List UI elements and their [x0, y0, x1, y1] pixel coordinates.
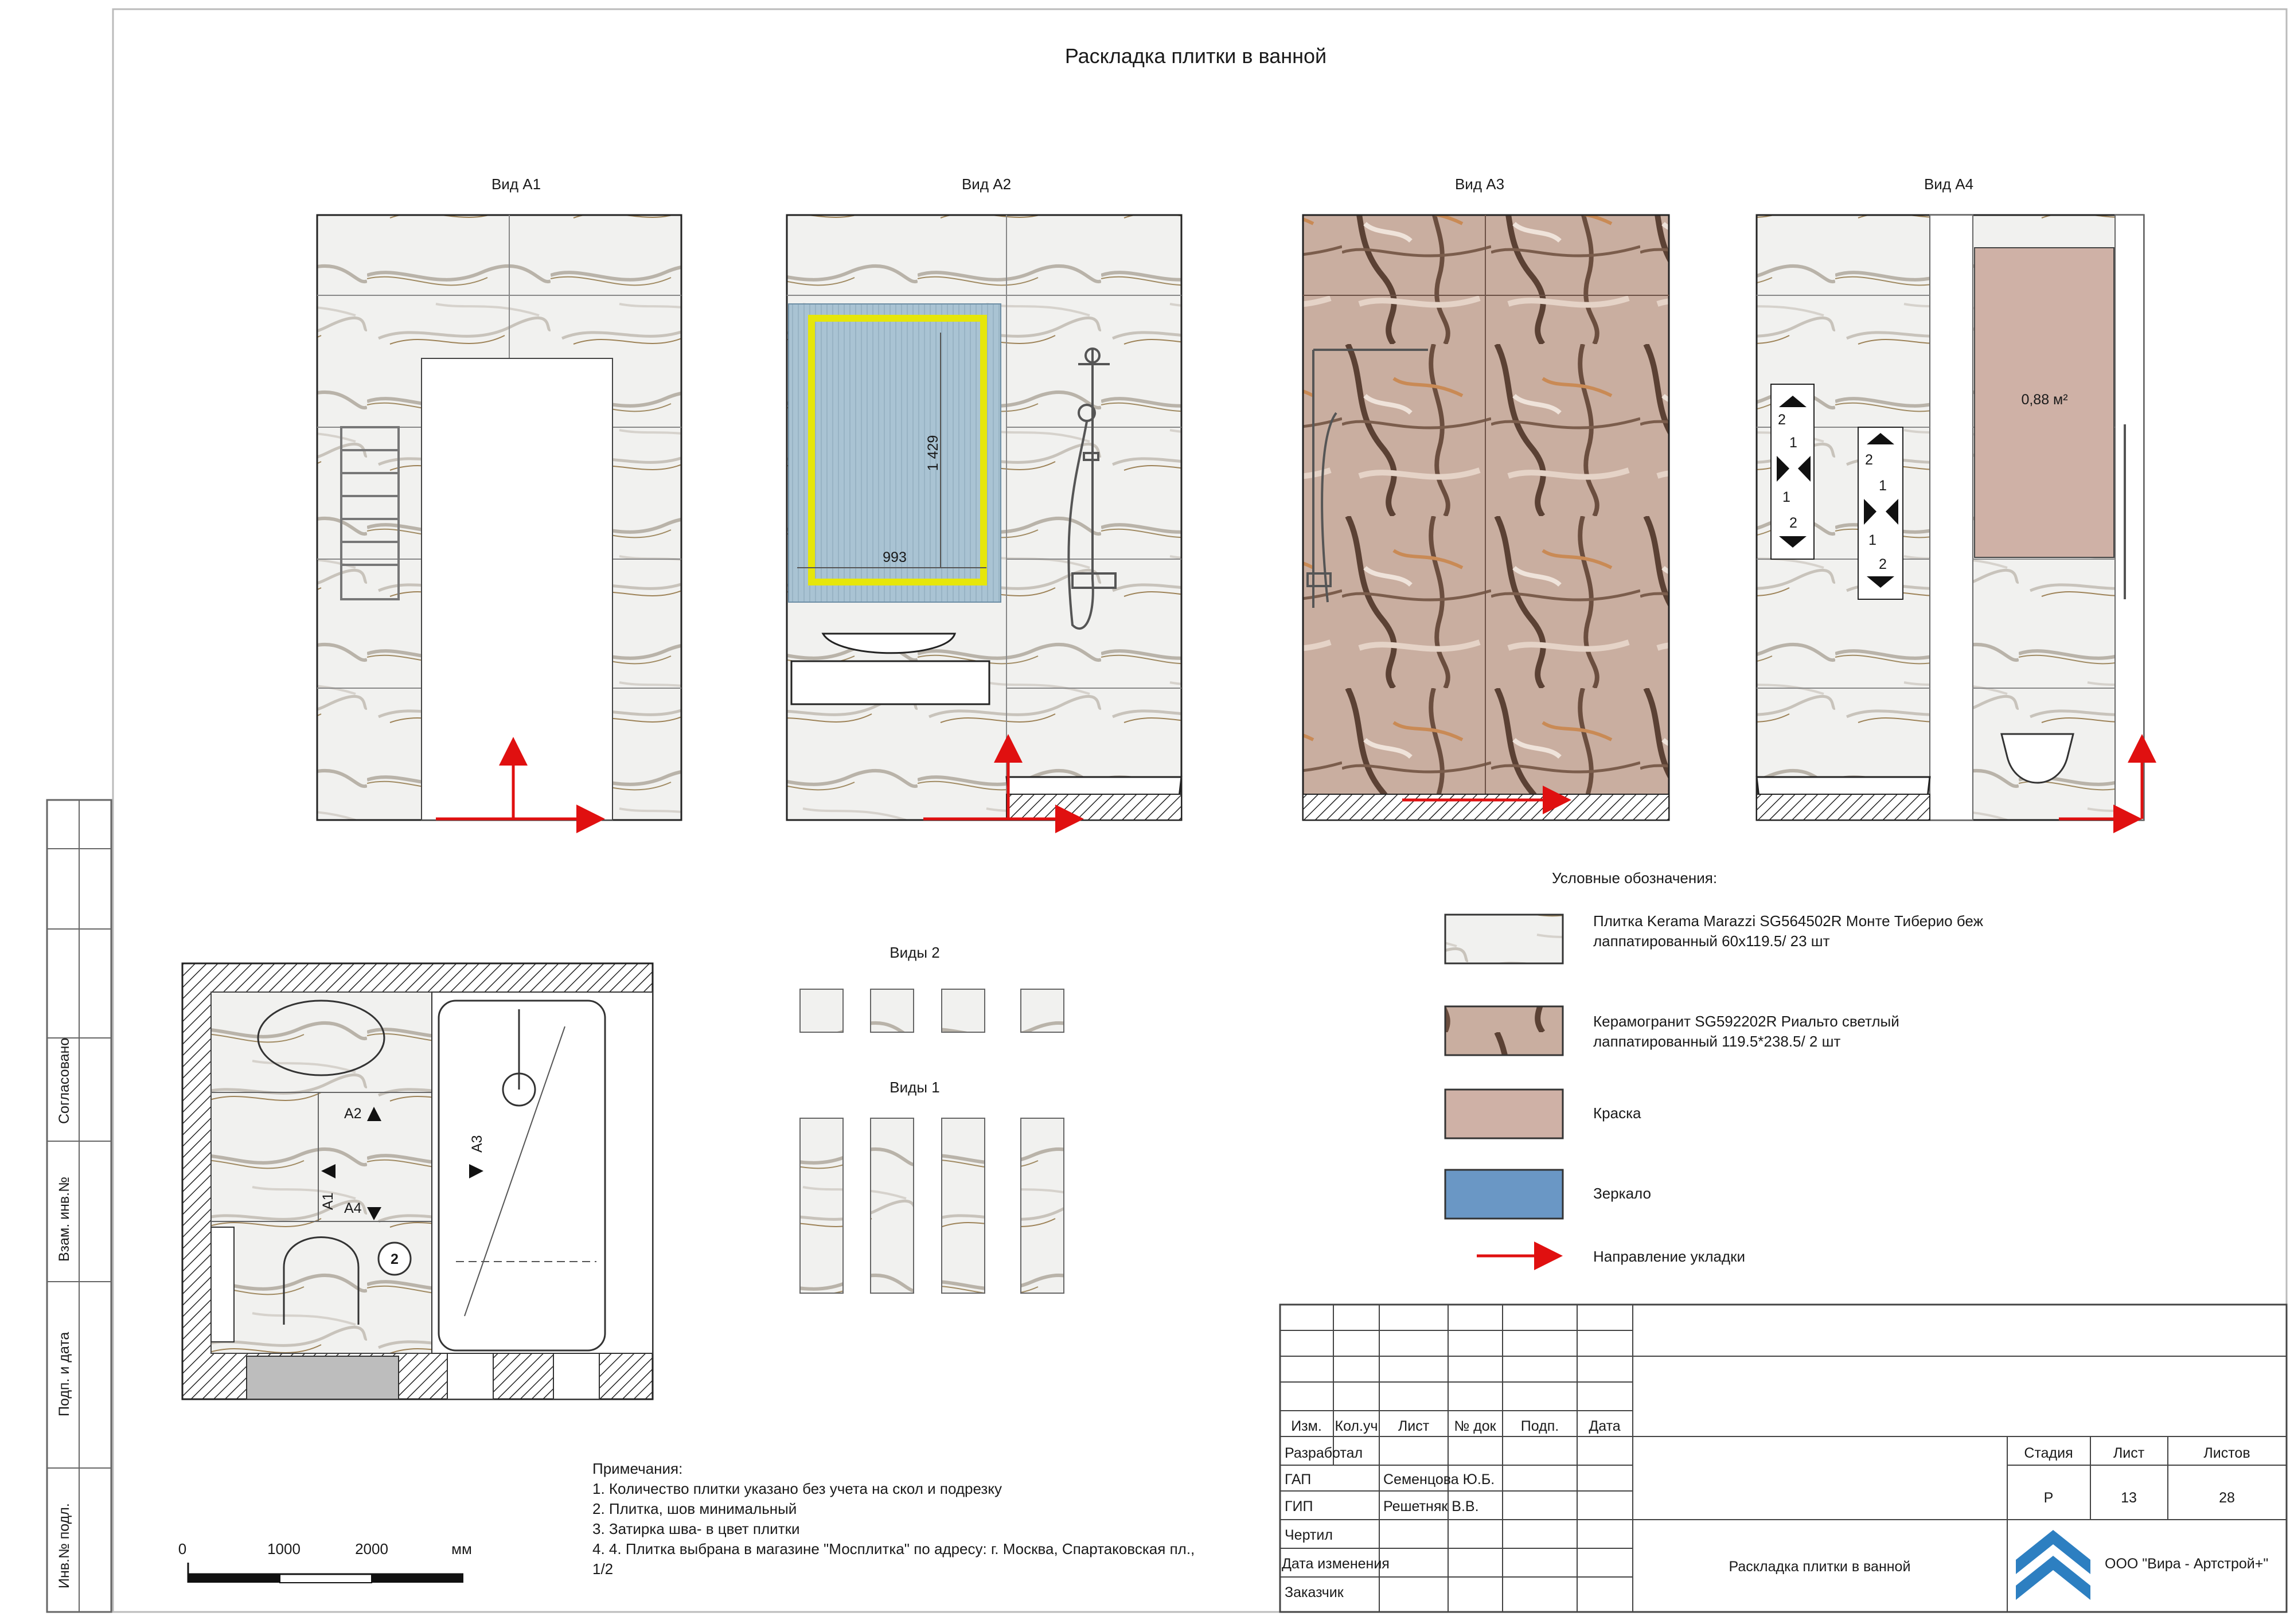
tb-role: Чертил	[1285, 1527, 1333, 1543]
tub-base-a3	[1303, 794, 1669, 820]
legend-item-1-line2: лаппатированный 60х119.5/ 23 шт	[1593, 932, 1830, 950]
cut-label: 2	[1789, 515, 1797, 531]
legend-swatch-paint	[1445, 1090, 1563, 1138]
legend-item-3: Краска	[1593, 1104, 1641, 1122]
scale-tick-2000: 2000	[355, 1540, 388, 1557]
tb-col-izm: Изм.	[1291, 1418, 1322, 1434]
stamp-sign-date: Подп. и дата	[56, 1332, 72, 1416]
stamp-inv-orig: Инв.№ подл.	[56, 1503, 72, 1588]
view-a2-label: Вид А2	[961, 175, 1012, 193]
tb-stage: Р	[2043, 1490, 2054, 1506]
plan-marker-2-label: 2	[391, 1251, 399, 1267]
views-1-label: Виды 1	[889, 1079, 940, 1096]
tb-name: Решетняк В.В.	[1383, 1498, 1479, 1514]
views-2-label: Виды 2	[889, 944, 940, 961]
note-line: 2. Плитка, шов минимальный	[592, 1500, 797, 1517]
tb-stage-header: Стадия	[2024, 1445, 2073, 1461]
cut-scheme-1	[1771, 384, 1814, 559]
mirror-width-dim: 993	[883, 549, 907, 565]
note-line: 1. Количество плитки указано без учета на скол и подрезку	[592, 1480, 1002, 1497]
page-title: Раскладка плитки в ванной	[1064, 44, 1327, 68]
paint-area-value: 0,88 м²	[2021, 392, 2068, 408]
view-a1-label: Вид А1	[491, 175, 541, 193]
note-line: 1/2	[592, 1560, 614, 1578]
tb-role: ГИП	[1285, 1498, 1313, 1514]
vanity-cabinet	[791, 661, 989, 704]
door-opening	[422, 358, 612, 820]
tb-col-date: Дата	[1589, 1418, 1621, 1434]
stamp-replace-inv: Взам. инв.№	[56, 1177, 72, 1262]
mirror-height-dim: 1 429	[925, 435, 941, 471]
legend-item-2-line1: Керамогранит SG592202R Риальто светлый	[1593, 1013, 1899, 1030]
cut-label: 1	[1782, 489, 1790, 505]
cut-label: 1	[1879, 478, 1887, 494]
legend-item-1-line1: Плитка Kerama Marazzi SG564502R Монте Тиберио беж	[1593, 912, 1983, 930]
stamp-agreed: Согласовано	[56, 1037, 72, 1124]
legend-direction-label: Направление укладки	[1593, 1248, 1746, 1265]
tb-role: Разработал	[1285, 1445, 1363, 1461]
plan-label-a2: А2	[344, 1106, 362, 1122]
tb-role: Заказчик	[1285, 1584, 1344, 1600]
note-line: 3. Затирка шва- в цвет плитки	[592, 1520, 800, 1537]
legend-swatch-granite	[1445, 1006, 1563, 1055]
tb-sheet-header: Лист	[2113, 1445, 2145, 1461]
plan-label-a1: А1	[320, 1192, 336, 1210]
cut-label: 2	[1865, 452, 1873, 468]
notes-title: Примечания:	[592, 1460, 683, 1477]
legend-swatch-tile	[1445, 915, 1563, 963]
legend-item-4: Зеркало	[1593, 1185, 1651, 1202]
tb-role: ГАП	[1285, 1471, 1312, 1488]
tb-name: Семенцова Ю.Б.	[1383, 1471, 1495, 1488]
note-line: 4. 4. Плитка выбрана в магазине "Мосплитка" по адресу: г. Москва, Спартаковская пл.,	[592, 1540, 1195, 1557]
tb-sheet: 13	[2121, 1490, 2137, 1506]
legend-swatch-mirror	[1445, 1170, 1563, 1219]
company-logo	[2014, 1528, 2092, 1604]
floor-plan	[182, 963, 653, 1399]
view-a2	[787, 215, 1181, 820]
tb-col-sign: Подп.	[1520, 1418, 1559, 1434]
plan-label-a3: А3	[469, 1135, 485, 1153]
views-1-tiles	[800, 1118, 1064, 1293]
view-a1	[317, 215, 681, 820]
cut-label: 1	[1868, 532, 1876, 548]
scale-bar	[178, 1540, 472, 1583]
cut-scheme-2	[1858, 427, 1903, 599]
cut-label: 1	[1789, 435, 1797, 451]
tb-sheets-header: Листов	[2203, 1445, 2250, 1461]
tb-role: Дата изменения	[1282, 1556, 1390, 1572]
scale-unit: мм	[451, 1540, 472, 1557]
view-a3	[1303, 215, 1669, 820]
plan-label-a4: А4	[344, 1200, 362, 1216]
legend-item-2-line2: лаппатированный 119.5*238.5/ 2 шт	[1593, 1033, 1841, 1050]
scale-tick-0: 0	[178, 1540, 187, 1557]
scale-tick-1000: 1000	[267, 1540, 301, 1557]
view-a4	[1757, 215, 2144, 820]
legend-title: Условные обозначения:	[1551, 869, 1718, 887]
tb-company: ООО "Вира - Артстрой+"	[2105, 1556, 2269, 1572]
tb-col-list: Лист	[1398, 1418, 1430, 1434]
tb-col-doc: № док	[1454, 1418, 1496, 1434]
tb-sheets: 28	[2219, 1490, 2235, 1506]
tb-col-kolvo: Кол.уч	[1335, 1418, 1378, 1434]
views-2-tiles	[800, 989, 1064, 1032]
cut-label: 2	[1778, 412, 1786, 428]
view-a4-label: Вид А4	[1924, 175, 1974, 193]
bathtub-plan	[439, 1001, 605, 1350]
tb-sheet-title: Раскладка плитки в ванной	[1729, 1559, 1911, 1575]
view-a3-label: Вид А3	[1454, 175, 1505, 193]
cut-label: 2	[1879, 556, 1887, 572]
